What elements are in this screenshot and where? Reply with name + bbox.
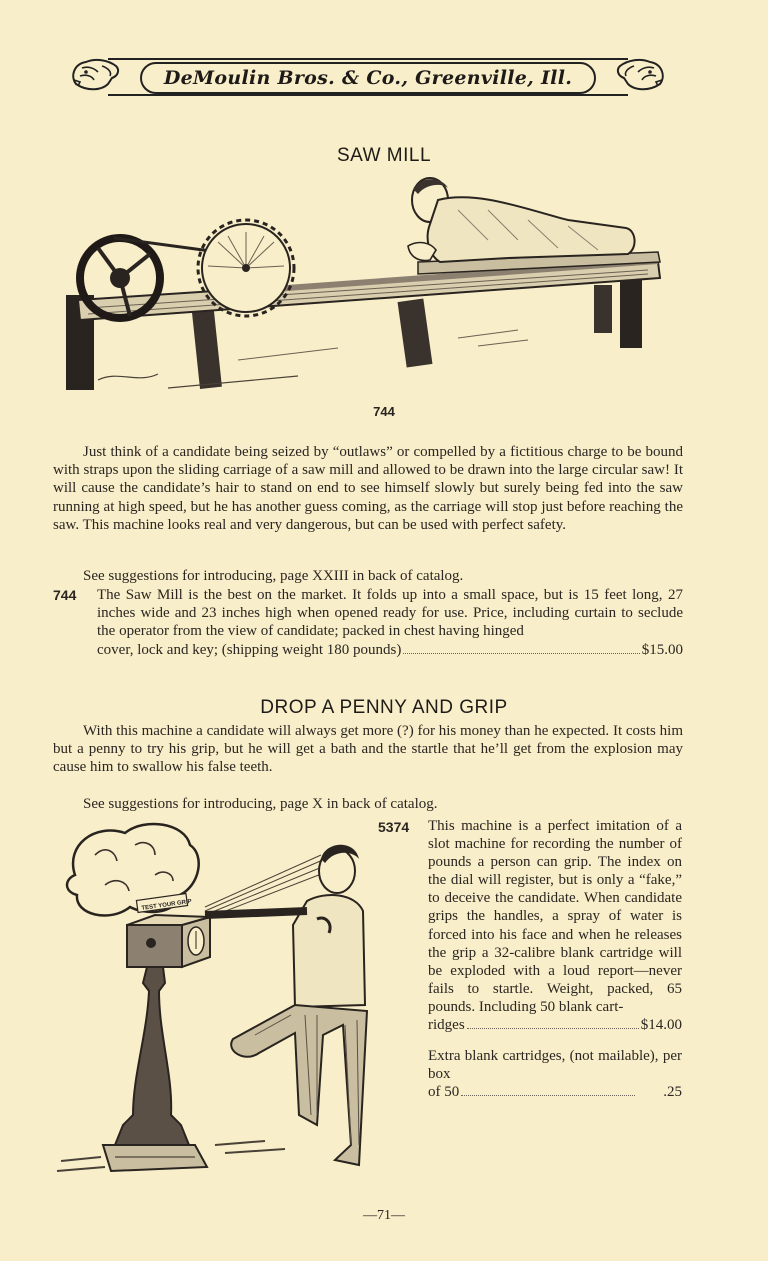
grip-machine-illustration [55,815,375,1200]
saw-mill-leg [620,278,642,348]
lion-head-icon [608,54,668,96]
pedestal [103,967,207,1171]
header-banner [68,58,668,96]
item-number: 744 [53,587,77,603]
lion-head-icon [68,54,128,96]
saw-mill-description-text: Just think of a candidate being seized by “outlaws” or compelled by a fictitious charge to be bound with straps upon the sliding carriage of a saw mill and allowed to be drawn into the large circular saw! It will cause the candidate’s hair to stand on end to see himself slowly but surely being fed into the saw running at high speed, but he has another guess coming, as the carriage will stop just before reaching the saw. This machine looks real and very dangerous, but can be used with perfect safety. [53,444,683,533]
item-description: The Saw Mill is the best on the market. It folds up into a small space, but is 15 feet long, 27 inches wide and 23 inches high when opened ready for use. Price, including curtain to seclude the operator from the view of candidate; packed in chest having hinged [97,587,683,640]
penny-grip-description-text: With this machine a candidate will always get more (?) for his money than he expected. It costs him but a penny to try his grip, but he will get a bath and the startle that he’ll get from the explosion may cause him to swallow his false teeth. [53,723,683,776]
saw-mill-description [53,443,683,534]
penny-grip-title: DROP A PENNY AND GRIP [260,697,508,718]
dot-leader [467,1028,639,1029]
saw-mill-suggestion [53,567,683,585]
catalog-item-744 [53,586,683,659]
item-price: $15.00 [641,641,683,658]
extra-item-price: .25 [663,1084,682,1101]
catalog-item-5374 [378,817,682,1101]
price-line [428,1016,682,1034]
company-name: DeMoulin Bros. & Co., Greenville, Ill. [163,67,573,89]
penny-grip-description [53,722,683,777]
penny-grip-suggestion [53,795,683,813]
saw-mill-suggestion-text: See suggestions for introducing, page XXIII in back of catalog. [83,568,464,584]
saw-mill-leg [192,309,222,389]
saw-mill-beam [78,262,660,320]
extra-item-description: Extra blank cartridges, (not mailable), per box [428,1048,682,1083]
banner-rule-top [108,58,628,60]
item-description-end: cover, lock and key; (shipping weight 180 pounds) [97,641,402,658]
grip-machine-box [127,915,210,967]
banner-frame [140,62,596,94]
item-number: 5374 [378,819,410,835]
saw-mill-title: SAW MILL [336,145,432,166]
dot-leader [461,1095,635,1096]
sign-text: TEST YOUR GRIP [141,898,193,912]
banner-rule-bottom [108,94,628,96]
item-description: This machine is a perfect imitation of a slot machine for recording the number of pounds a person can grip. The index on the dial will register, but is only a “fake,” to deceive the candidate. When candidate grips the handles, a spray of water is forced into his face and when he releases the grip a 32-calibre blank cartridge will be exploded with a loud report—never fails to startle. Weight, packed, 65 pounds. Including 50 blank cart- [428,818,682,1015]
extra-price-line [428,1083,682,1101]
man-lying-figure [408,178,635,262]
saw-mill-leg [398,299,433,368]
item-description-end: ridges [428,1017,465,1034]
circular-saw [198,220,294,316]
extra-item-description-end: of 50 [428,1084,460,1101]
saw-mill-leg [594,285,612,333]
man-figure [205,845,367,1165]
saw-mill-illustration [58,170,688,402]
dot-leader [403,653,639,654]
price-line [97,641,683,659]
item-price: $14.00 [640,1017,682,1034]
saw-mill-figure-label: 744 [373,404,395,419]
page-number: —71— [363,1208,405,1223]
penny-grip-suggestion-text: See suggestions for introducing, page X in back of catalog. [83,796,438,812]
